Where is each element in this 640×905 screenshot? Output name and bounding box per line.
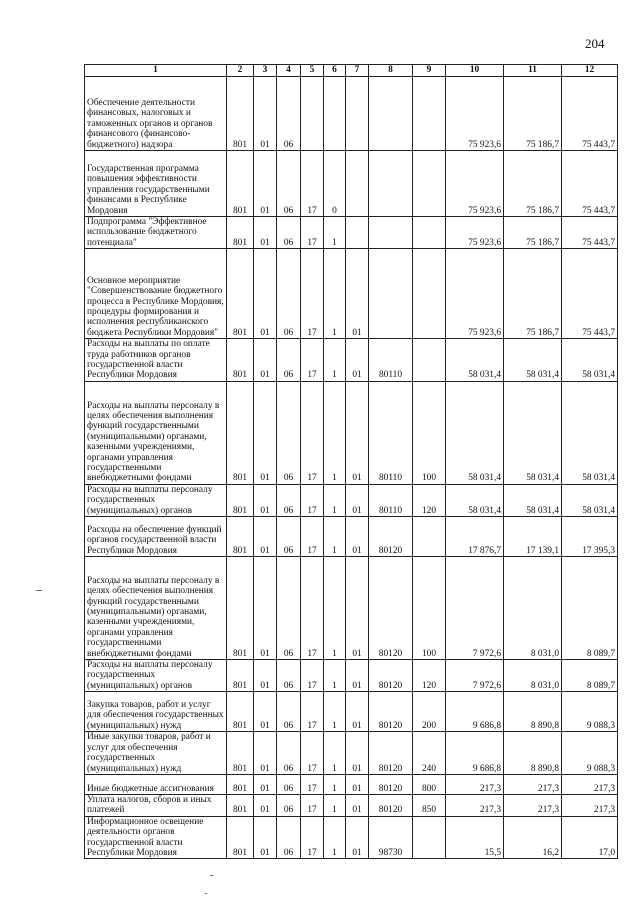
cell-c3: 01 bbox=[254, 732, 277, 775]
cell-c11: 8 031,0 bbox=[504, 557, 562, 660]
header-row bbox=[85, 65, 618, 77]
table-row bbox=[85, 732, 618, 775]
cell-c2: 801 bbox=[227, 794, 254, 816]
cell-c8 bbox=[369, 77, 413, 151]
cell-c12: 75 443,7 bbox=[562, 151, 618, 217]
table-body bbox=[85, 77, 618, 859]
cell-c9 bbox=[413, 77, 446, 151]
cell-c7: 01 bbox=[346, 692, 369, 732]
cell-c8 bbox=[369, 151, 413, 217]
cell-c10: 58 031,4 bbox=[446, 339, 504, 382]
cell-c3: 01 bbox=[254, 517, 277, 557]
cell-c9: 120 bbox=[413, 660, 446, 692]
cell-c7 bbox=[346, 151, 369, 217]
cell-c6: 1 bbox=[324, 484, 346, 516]
column-header: 7 bbox=[346, 65, 369, 77]
cell-c10: 7 972,6 bbox=[446, 660, 504, 692]
cell-c7: 01 bbox=[346, 249, 369, 339]
cell-c9 bbox=[413, 816, 446, 859]
budget-table bbox=[84, 64, 618, 859]
cell-c8: 80110 bbox=[369, 484, 413, 516]
table-row bbox=[85, 692, 618, 732]
row-name: Иные бюджетные ассигнования bbox=[85, 774, 227, 794]
cell-c7: 01 bbox=[346, 484, 369, 516]
cell-c6: 1 bbox=[324, 660, 346, 692]
column-header: 12 bbox=[562, 65, 618, 77]
cell-c11: 75 186,7 bbox=[504, 249, 562, 339]
cell-c4: 06 bbox=[277, 484, 301, 516]
cell-c7: 01 bbox=[346, 339, 369, 382]
cell-c11: 16,2 bbox=[504, 816, 562, 859]
row-name: Расходы на выплаты персоналу государственных (муниципальных) органов bbox=[85, 484, 227, 516]
cell-c9 bbox=[413, 517, 446, 557]
column-header: 8 bbox=[369, 65, 413, 77]
cell-c8: 80110 bbox=[369, 381, 413, 484]
cell-c12: 8 089,7 bbox=[562, 557, 618, 660]
cell-c4: 06 bbox=[277, 151, 301, 217]
cell-c4: 06 bbox=[277, 517, 301, 557]
table-row bbox=[85, 77, 618, 151]
row-name: Государственная программа повышения эффективности управления государственными финансами в Республике Мордовия bbox=[85, 151, 227, 217]
cell-c3: 01 bbox=[254, 484, 277, 516]
cell-c11: 58 031,4 bbox=[504, 339, 562, 382]
cell-c9: 200 bbox=[413, 692, 446, 732]
cell-c11: 8 890,8 bbox=[504, 692, 562, 732]
cell-c10: 217,3 bbox=[446, 794, 504, 816]
table-row bbox=[85, 774, 618, 794]
cell-c6: 1 bbox=[324, 794, 346, 816]
cell-c10: 75 923,6 bbox=[446, 217, 504, 249]
cell-c4: 06 bbox=[277, 774, 301, 794]
row-name: Расходы на выплаты по оплате труда работников органов государственной власти Республики Мордовия bbox=[85, 339, 227, 382]
cell-c6: 1 bbox=[324, 816, 346, 859]
row-name: Расходы на выплаты персоналу государственных (муниципальных) органов bbox=[85, 660, 227, 692]
cell-c3: 01 bbox=[254, 794, 277, 816]
row-name: Информационное освещение деятельности органов государственной власти Республики Мордовия bbox=[85, 816, 227, 859]
cell-c6: 0 bbox=[324, 151, 346, 217]
cell-c5: 17 bbox=[301, 484, 324, 516]
cell-c5: 17 bbox=[301, 217, 324, 249]
cell-c3: 01 bbox=[254, 816, 277, 859]
cell-c5: 17 bbox=[301, 517, 324, 557]
cell-c5: 17 bbox=[301, 151, 324, 217]
cell-c5: 17 bbox=[301, 339, 324, 382]
column-header: 1 bbox=[85, 65, 227, 77]
column-header: 9 bbox=[413, 65, 446, 77]
cell-c9 bbox=[413, 217, 446, 249]
cell-c10: 217,3 bbox=[446, 774, 504, 794]
cell-c9 bbox=[413, 151, 446, 217]
cell-c11: 75 186,7 bbox=[504, 77, 562, 151]
cell-c10: 7 972,6 bbox=[446, 557, 504, 660]
cell-c7: 01 bbox=[346, 774, 369, 794]
cell-c12: 217,3 bbox=[562, 794, 618, 816]
table-row bbox=[85, 249, 618, 339]
table-row bbox=[85, 484, 618, 516]
table-row bbox=[85, 557, 618, 660]
cell-c7: 01 bbox=[346, 732, 369, 775]
cell-c9 bbox=[413, 249, 446, 339]
cell-c6: 1 bbox=[324, 774, 346, 794]
cell-c8: 80120 bbox=[369, 794, 413, 816]
cell-c9: 120 bbox=[413, 484, 446, 516]
cell-c2: 801 bbox=[227, 816, 254, 859]
cell-c4: 06 bbox=[277, 794, 301, 816]
cell-c9: 100 bbox=[413, 381, 446, 484]
cell-c5: 17 bbox=[301, 774, 324, 794]
cell-c10: 75 923,6 bbox=[446, 77, 504, 151]
cell-c9 bbox=[413, 339, 446, 382]
cell-c7: 01 bbox=[346, 794, 369, 816]
row-name: Расходы на обеспечение функций органов государственной власти Республики Мордовия bbox=[85, 517, 227, 557]
cell-c7 bbox=[346, 77, 369, 151]
cell-c8: 80120 bbox=[369, 732, 413, 775]
cell-c6: 1 bbox=[324, 381, 346, 484]
cell-c11: 8 031,0 bbox=[504, 660, 562, 692]
cell-c12: 9 088,3 bbox=[562, 692, 618, 732]
cell-c6 bbox=[324, 77, 346, 151]
cell-c3: 01 bbox=[254, 151, 277, 217]
cell-c5: 17 bbox=[301, 660, 324, 692]
cell-c11: 75 186,7 bbox=[504, 217, 562, 249]
cell-c12: 8 089,7 bbox=[562, 660, 618, 692]
column-header: 10 bbox=[446, 65, 504, 77]
cell-c12: 17 395,3 bbox=[562, 517, 618, 557]
cell-c6: 1 bbox=[324, 249, 346, 339]
cell-c5 bbox=[301, 77, 324, 151]
cell-c8: 80120 bbox=[369, 774, 413, 794]
cell-c11: 75 186,7 bbox=[504, 151, 562, 217]
cell-c5: 17 bbox=[301, 692, 324, 732]
cell-c10: 58 031,4 bbox=[446, 484, 504, 516]
row-name: Иные закупки товаров, работ и услуг для обеспечения государственных (муниципальных) нужд bbox=[85, 732, 227, 775]
cell-c12: 75 443,7 bbox=[562, 217, 618, 249]
cell-c6: 1 bbox=[324, 217, 346, 249]
cell-c11: 17 139,1 bbox=[504, 517, 562, 557]
cell-c7: 01 bbox=[346, 816, 369, 859]
row-name: Подпрограмма "Эффективное использование бюджетного потенциала" bbox=[85, 217, 227, 249]
page-number: 204 bbox=[585, 36, 605, 51]
cell-c11: 217,3 bbox=[504, 774, 562, 794]
column-header: 2 bbox=[227, 65, 254, 77]
cell-c5: 17 bbox=[301, 249, 324, 339]
column-header: 11 bbox=[504, 65, 562, 77]
cell-c3: 01 bbox=[254, 249, 277, 339]
cell-c4: 06 bbox=[277, 217, 301, 249]
cell-c2: 801 bbox=[227, 151, 254, 217]
cell-c7: 01 bbox=[346, 381, 369, 484]
cell-c3: 01 bbox=[254, 381, 277, 484]
cell-c2: 801 bbox=[227, 484, 254, 516]
cell-c7: 01 bbox=[346, 660, 369, 692]
cell-c8 bbox=[369, 217, 413, 249]
cell-c3: 01 bbox=[254, 692, 277, 732]
cell-c10: 9 686,8 bbox=[446, 692, 504, 732]
cell-c11: 217,3 bbox=[504, 794, 562, 816]
table-row bbox=[85, 660, 618, 692]
cell-c12: 58 031,4 bbox=[562, 339, 618, 382]
cell-c3: 01 bbox=[254, 217, 277, 249]
cell-c3: 01 bbox=[254, 774, 277, 794]
table-row bbox=[85, 381, 618, 484]
cell-c2: 801 bbox=[227, 77, 254, 151]
cell-c8: 80120 bbox=[369, 660, 413, 692]
row-name: Обеспечение деятельности финансовых, налоговых и таможенных органов и органов финансового (финансово-бюджетного) надзора bbox=[85, 77, 227, 151]
cell-c10: 75 923,6 bbox=[446, 151, 504, 217]
cell-c5: 17 bbox=[301, 794, 324, 816]
cell-c12: 217,3 bbox=[562, 774, 618, 794]
cell-c4: 06 bbox=[277, 692, 301, 732]
cell-c3: 01 bbox=[254, 660, 277, 692]
cell-c4: 06 bbox=[277, 381, 301, 484]
cell-c12: 9 088,3 bbox=[562, 732, 618, 775]
cell-c6: 1 bbox=[324, 692, 346, 732]
cell-c6: 1 bbox=[324, 557, 346, 660]
table-row bbox=[85, 794, 618, 816]
cell-c8: 80110 bbox=[369, 339, 413, 382]
cell-c9: 850 bbox=[413, 794, 446, 816]
cell-c9: 800 bbox=[413, 774, 446, 794]
cell-c2: 801 bbox=[227, 381, 254, 484]
cell-c4: 06 bbox=[277, 557, 301, 660]
cell-c4: 06 bbox=[277, 732, 301, 775]
cell-c10: 15,5 bbox=[446, 816, 504, 859]
cell-c9: 100 bbox=[413, 557, 446, 660]
cell-c2: 801 bbox=[227, 557, 254, 660]
cell-c2: 801 bbox=[227, 774, 254, 794]
cell-c8 bbox=[369, 249, 413, 339]
scan-speck bbox=[205, 893, 207, 894]
table-row bbox=[85, 217, 618, 249]
scan-speck bbox=[36, 590, 42, 591]
row-name: Основное мероприятие "Совершенствование бюджетного процесса в Республике Мордовия, процедуры формирования и исполнения республиканского бюджета Республики Мордовия" bbox=[85, 249, 227, 339]
cell-c8: 80120 bbox=[369, 692, 413, 732]
row-name: Расходы на выплаты персоналу в целях обеспечения выполнения функций государственными (муниципальными) органами, казенными учреждениями, органами управления государственными внебюджетными фондами bbox=[85, 557, 227, 660]
cell-c7 bbox=[346, 217, 369, 249]
cell-c11: 58 031,4 bbox=[504, 484, 562, 516]
table-row bbox=[85, 517, 618, 557]
column-header: 5 bbox=[301, 65, 324, 77]
row-name: Закупка товаров, работ и услуг для обеспечения государственных (муниципальных) нужд bbox=[85, 692, 227, 732]
cell-c4: 06 bbox=[277, 249, 301, 339]
cell-c5: 17 bbox=[301, 381, 324, 484]
cell-c4: 06 bbox=[277, 339, 301, 382]
cell-c3: 01 bbox=[254, 77, 277, 151]
cell-c12: 58 031,4 bbox=[562, 484, 618, 516]
cell-c2: 801 bbox=[227, 517, 254, 557]
cell-c2: 801 bbox=[227, 339, 254, 382]
cell-c10: 9 686,8 bbox=[446, 732, 504, 775]
cell-c4: 06 bbox=[277, 816, 301, 859]
cell-c8: 98730 bbox=[369, 816, 413, 859]
cell-c10: 75 923,6 bbox=[446, 249, 504, 339]
cell-c5: 17 bbox=[301, 557, 324, 660]
cell-c8: 80120 bbox=[369, 557, 413, 660]
cell-c12: 17,0 bbox=[562, 816, 618, 859]
cell-c12: 58 031,4 bbox=[562, 381, 618, 484]
cell-c4: 06 bbox=[277, 660, 301, 692]
cell-c12: 75 443,7 bbox=[562, 77, 618, 151]
cell-c6: 1 bbox=[324, 517, 346, 557]
cell-c2: 801 bbox=[227, 249, 254, 339]
cell-c9: 240 bbox=[413, 732, 446, 775]
cell-c11: 58 031,4 bbox=[504, 381, 562, 484]
column-header: 3 bbox=[254, 65, 277, 77]
cell-c7: 01 bbox=[346, 517, 369, 557]
cell-c3: 01 bbox=[254, 557, 277, 660]
cell-c3: 01 bbox=[254, 339, 277, 382]
cell-c4: 06 bbox=[277, 77, 301, 151]
cell-c2: 801 bbox=[227, 660, 254, 692]
cell-c5: 17 bbox=[301, 732, 324, 775]
column-header: 6 bbox=[324, 65, 346, 77]
cell-c10: 58 031,4 bbox=[446, 381, 504, 484]
table-row bbox=[85, 151, 618, 217]
cell-c12: 75 443,7 bbox=[562, 249, 618, 339]
cell-c2: 801 bbox=[227, 732, 254, 775]
cell-c10: 17 876,7 bbox=[446, 517, 504, 557]
row-name: Уплата налогов, сборов и иных платежей bbox=[85, 794, 227, 816]
scan-speck bbox=[210, 875, 213, 876]
cell-c2: 801 bbox=[227, 692, 254, 732]
cell-c11: 8 890,8 bbox=[504, 732, 562, 775]
table-row bbox=[85, 816, 618, 859]
column-header: 4 bbox=[277, 65, 301, 77]
cell-c8: 80120 bbox=[369, 517, 413, 557]
cell-c2: 801 bbox=[227, 217, 254, 249]
table-row bbox=[85, 339, 618, 382]
row-name: Расходы на выплаты персоналу в целях обеспечения выполнения функций государственными (муниципальными) органами, казенными учреждениями, органами управления государственными внебюджетными фондами bbox=[85, 381, 227, 484]
cell-c5: 17 bbox=[301, 816, 324, 859]
cell-c7: 01 bbox=[346, 557, 369, 660]
cell-c6: 1 bbox=[324, 732, 346, 775]
cell-c6: 1 bbox=[324, 339, 346, 382]
